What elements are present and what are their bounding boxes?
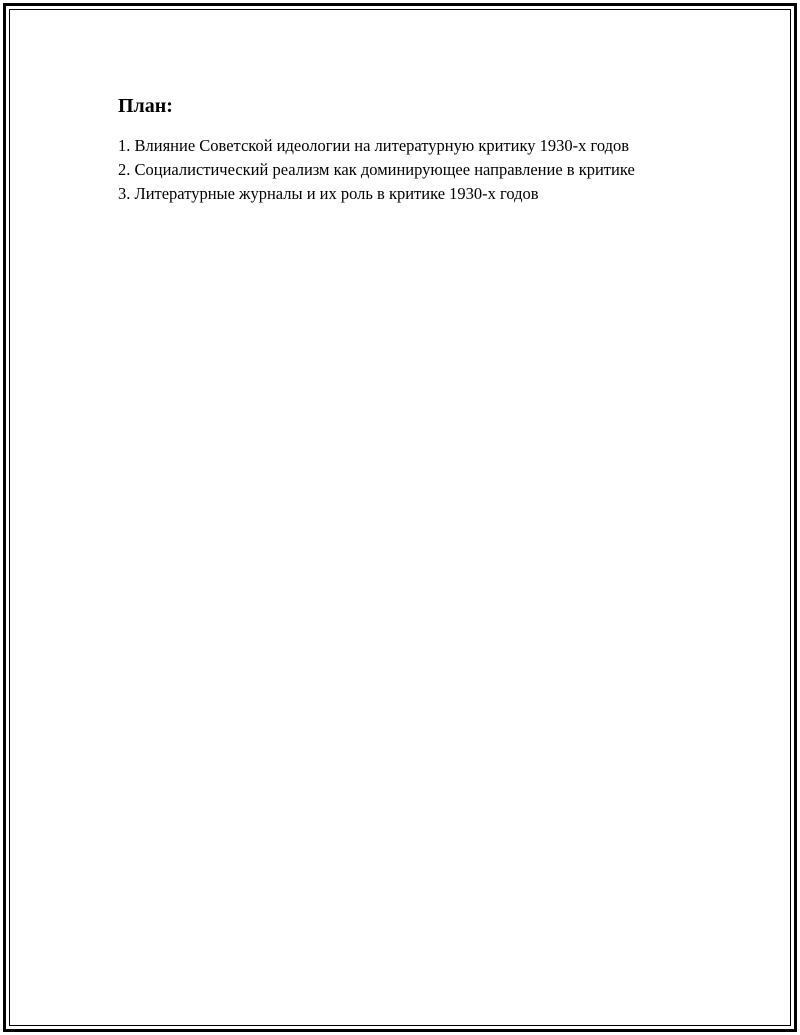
- plan-item-1: 1. Влияние Советской идеологии на литературную критику 1930-х годов: [118, 136, 630, 155]
- plan-list: [118, 134, 658, 206]
- plan-item-2: 2. Социалистический реализм как доминирующее направление в критике: [118, 160, 635, 179]
- plan-heading: План:: [118, 95, 173, 117]
- plan-item-3: 3. Литературные журналы и их роль в критике 1930-х годов: [118, 184, 539, 203]
- page-content: [118, 94, 658, 206]
